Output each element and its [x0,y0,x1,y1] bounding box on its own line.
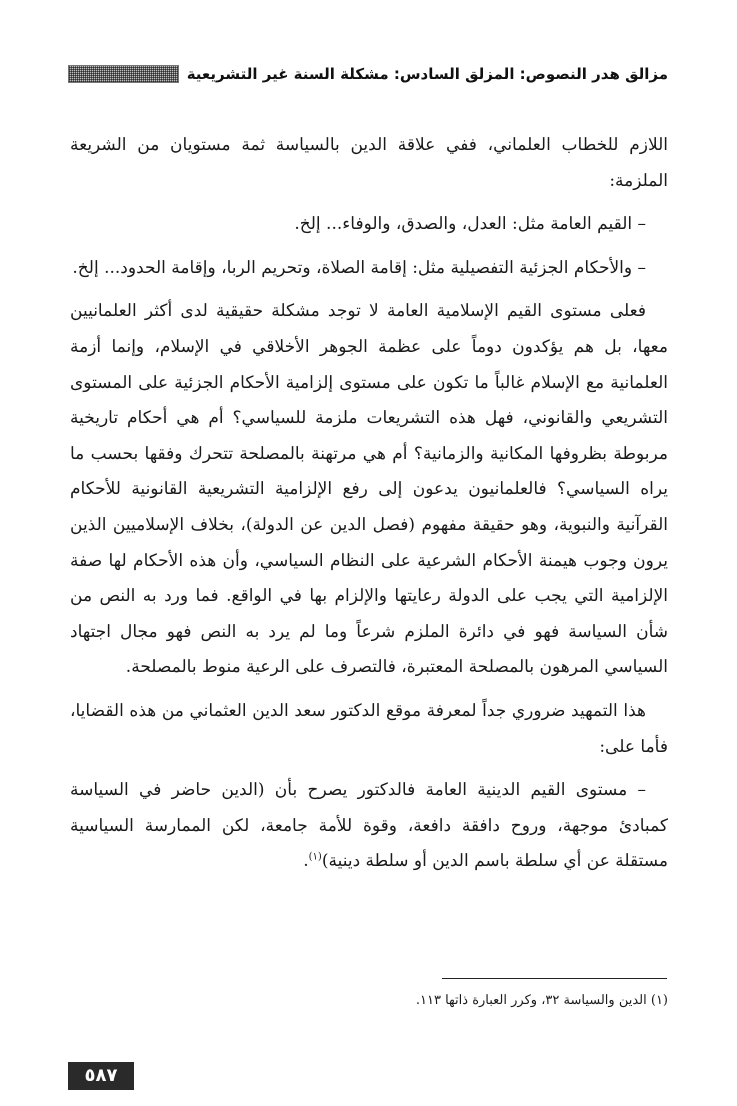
paragraph-quote [70,773,668,880]
list-item-general-values: – القيم العامة مثل: العدل، والصدق، والوفاء... إلخ. [294,214,646,235]
paragraph-main-argument: فعلى مستوى القيم الإسلامية العامة لا توجد مشكلة حقيقية لدى أكثر العلمانيين معها، بل هم يؤكدون دوماً على عظمة الجوهر الأخلاقي في الإسلام، وإنما أزمة العلمانية مع الإسلام غالباً ما تكون على مستوى إلزامية الأحكام الجزئية على المستوى التشريعي والقانوني، فهل هذه التشريعات ملزمة للسياسي؟ أم هي أحكام تاريخية مربوطة بظروفها المكانية والزمانية؟ أم هي مرتهنة بالمصلحة تتحرك وفقها بحسب ما يراه السياسي؟ فالعلمانيون يدعون إلى رفع الإلزامية التشريعية القانونية للأحكام القرآنية والنبوية، وهو حقيقة مفهوم (فصل الدين عن الدولة)، بخلاف الإسلاميين الذين يرون وجوب هيمنة الأحكام الشرعية على النظام السياسي، وأن هذه الأحكام لها صفة الإلزامية التي يجب على الدولة رعايتها والإلزام بها في الواقع. فما ورد به النص من شأن السياسة فهو في دائرة الملزم شرعاً وما لم يرد به النص فهو مجال اجتهاد السياسي المرهون بالمصلحة المعتبرة، فالتصرف على الرعية منوط بالمصلحة. [70,301,668,678]
list-item-detailed-rulings: – والأحكام الجزئية التفصيلية مثل: إقامة الصلاة، وتحريم الربا، وإقامة الحدود... إلخ. [72,257,646,278]
footnote-divider [442,978,667,979]
body-text [70,128,668,888]
paragraph-intro: اللازم للخطاب العلماني، ففي علاقة الدين بالسياسة ثمة مستويان من الشريعة الملزمة: [70,135,668,191]
running-title: مزالق هدر النصوص: المزلق السادس: مشكلة السنة غير التشريعية [186,65,668,83]
running-header [68,60,668,88]
header-hatch-bar [68,65,179,83]
page-number: ٥٨٧ [68,1062,134,1090]
quote-period: . [303,851,309,872]
quote-text: – مستوى القيم الدينية العامة فالدكتور يصرح بأن (الدين حاضر في السياسة كمبادئ موجهة، وروح دافقة دافعة، وقوة للأمة جامعة، لكن الممارسة السياسية مستقلة عن أي سلطة باسم الدين أو سلطة دينية) [70,780,668,872]
footnote: (١) الدين والسياسة ٣٢، وكرر العبارة ذاتها ١١٣. [415,993,668,1008]
footnote-reference[interactable]: (١) [308,851,322,863]
paragraph-preface: هذا التمهيد ضروري جداً لمعرفة موقع الدكتور سعد الدين العثماني من هذه القضايا، فأما على: [70,700,668,757]
